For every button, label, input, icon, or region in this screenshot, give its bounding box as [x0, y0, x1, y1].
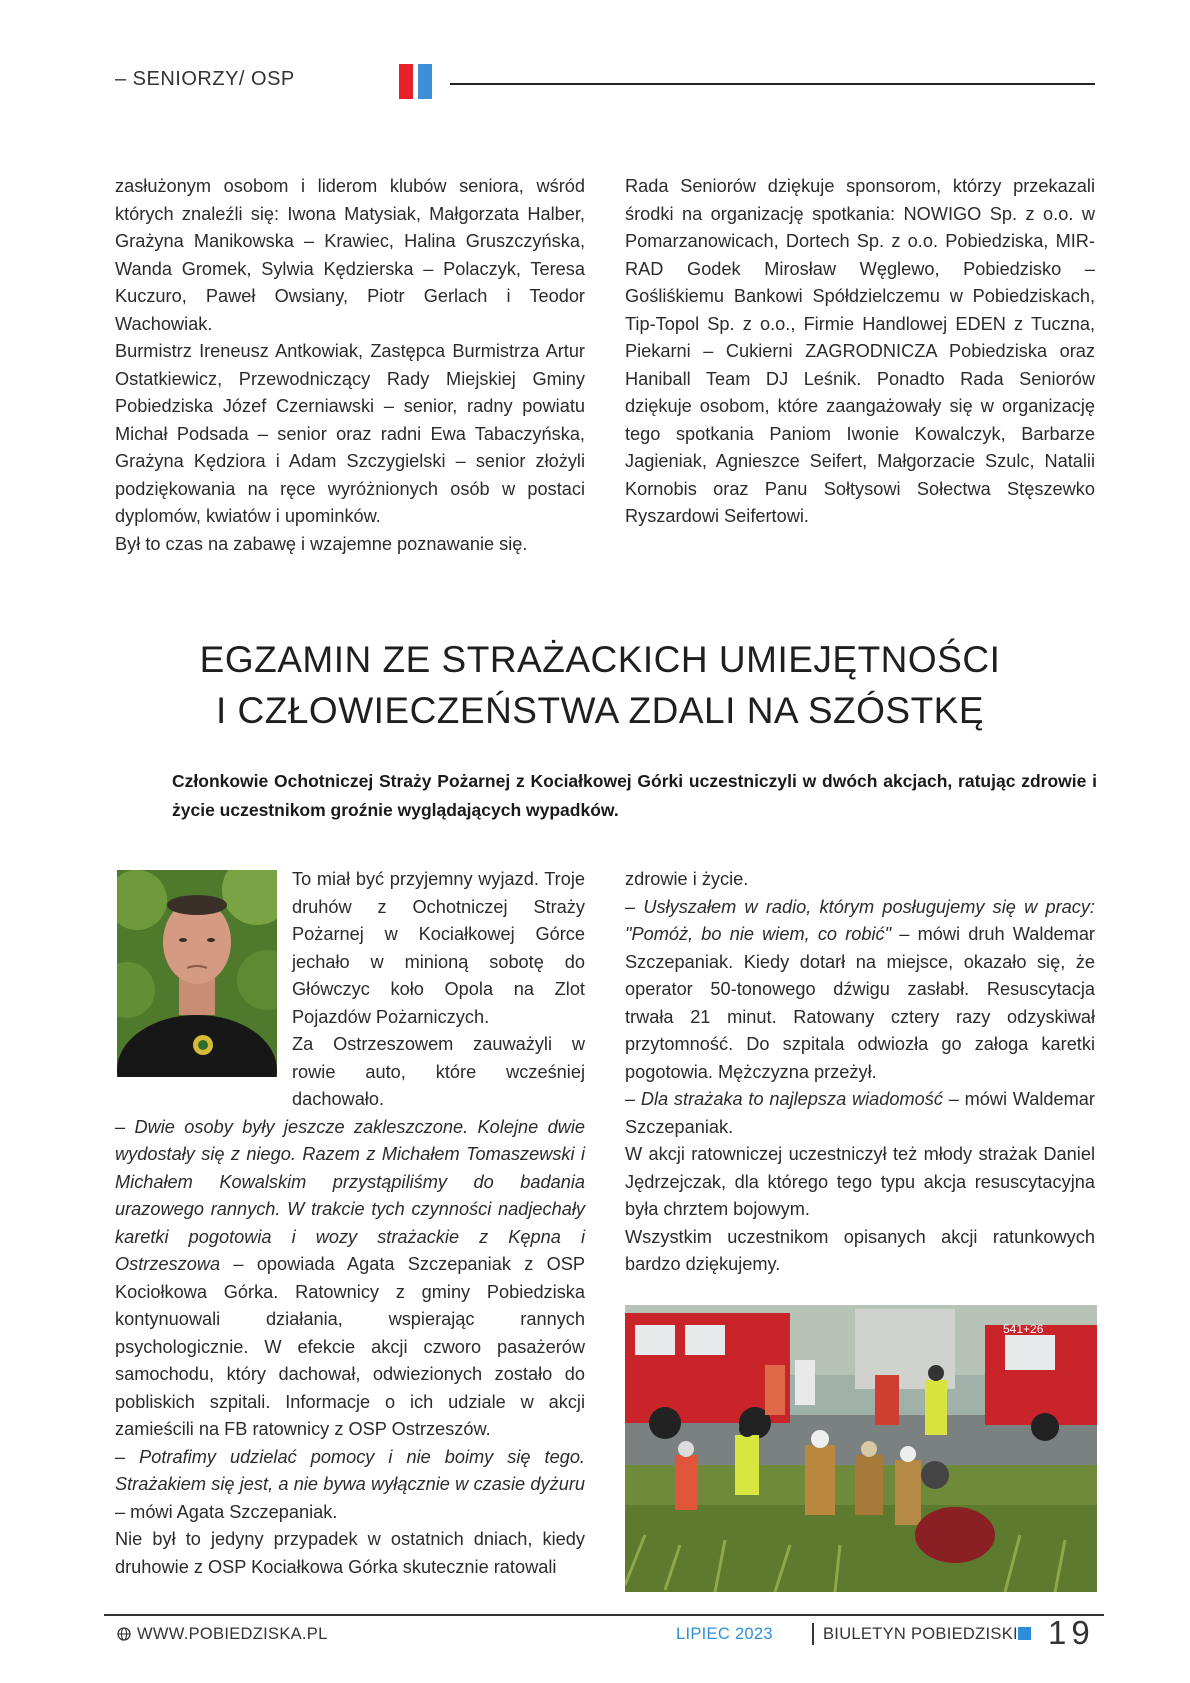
footer-divider: [812, 1623, 814, 1645]
website-link-text: WWW.POBIEDZISKA.PL: [137, 1625, 328, 1643]
truck-number: 541+26: [1003, 1322, 1044, 1336]
paragraph: [115, 1444, 585, 1527]
paragraph: Rada Seniorów dziękuje sponsorom, którzy przekazali środki na organizację spotkania: NOWIGO Sp. z o.o. w Pomarzanowicach, Dortech Sp. z o.o. Pobiedziska, MIR-RAD Godek Mirosław Węglewo, Pobiedzisko – Gośliśkiemu Bankowi Spółdzielczemu w Pobiedziskach, Tip-Topol Sp. z o.o., Firmie Handlowej EDEN z Tuczna, Piekarni – Cukierni ZAGRODNICZA Pobiedziska oraz Haniball Team DJ Leśnik. Ponadto Rada Seniorów dziękuje osobom, które zaangażowały się w organizację tego spotkania Paniom Iwonie Kowalczyk, Barbarze Jagieniak, Agnieszce Seifert, Małgorzacie Szulc, Natalii Kornobis oraz Panu Sołtysowi Sołectwa Stęszewko Ryszardowi Seifertowi.: [625, 176, 1095, 526]
footer-issue-date: LIPIEC 2023: [676, 1625, 773, 1643]
rescue-scene-photo: [625, 1305, 1097, 1592]
paragraph: [625, 894, 1095, 1087]
section-label: – SENIORZY/ OSP: [115, 68, 295, 90]
top-article-right-column: [625, 173, 1095, 531]
paragraph: zasłużonym osobom i liderom klubów seniora, wśród których znaleźli się: Iwona Matysiak, Małgorzata Halber, Grażyna Manikowska – Krawiec, Halina Gruszczyńska, Wanda Gromek, Sylwia Kędzierska – Polaczyk, Teresa Kuczuro, Paweł Owsiany, Piotr Gerlach i Teodor Wachowiak.: [115, 176, 585, 334]
wrapped-paragraphs: [292, 866, 585, 1114]
quote: – Dwie osoby były jeszcze zakleszczone. Kolejne dwie wydostały się z niego. Razem z Michałem Tomaszewski i Michałem Kowalskim przystąpiliśmy do badania urazowego rannych. W trakcie tych czynności nadjechały karetki pogotowia i wozy strażackie z Kępna i Ostrzeszowa: [115, 1116, 585, 1274]
header-rule: [450, 83, 1095, 85]
attribution: – mówi Waldemar Szczepaniak.: [625, 1089, 1095, 1137]
footer-website[interactable]: [117, 1625, 328, 1646]
page-number: 19: [1048, 1614, 1095, 1651]
paragraph: Burmistrz Ireneusz Antkowiak, Zastępca Burmistrza Artur Ostatkiewicz, Przewodniczący Rady Miejskiej Gminy Pobiedziska Józef Czerniawski – senior, radny powiatu Michał Podsada – senior oraz radni Ewa Tabaczyńska, Grażyna Kędziora i Adam Szczygielski – senior złożyli podziękowania na ręce wyróżnionych osób w postaci dyplomów, kwiatów i upominków.: [115, 341, 585, 526]
quote: – Potrafimy udzielać pomocy i nie boimy się tego. Strażakiem się jest, a nie bywa wyłącznie w czasie dyżuru: [115, 1446, 585, 1494]
accent-flag-red: [399, 64, 413, 99]
paragraph: Był to czas na zabawę i wzajemne poznawanie się.: [115, 533, 528, 554]
paragraph: [115, 1114, 585, 1444]
paragraph: [625, 1086, 1095, 1141]
paragraph: Za Ostrzeszowem zauważyli w rowie auto, które wcześniej dachowało.: [292, 1034, 585, 1109]
attribution: – mówi Agata Szczepaniak.: [115, 1501, 338, 1522]
footer-accent-square: [1018, 1627, 1031, 1640]
article-lead: Członkowie Ochotniczej Straży Pożarnej z Kociałkowej Górki uczestniczyli w dwóch akcjach, ratując zdrowie i życie uczestnikom groźnie wyglądających wypadków.: [172, 771, 1097, 820]
quote: – Dla strażaka to najlepsza wiadomość: [625, 1089, 943, 1109]
paragraph: zdrowie i życie.: [625, 869, 749, 889]
top-article-left-column: [115, 173, 585, 558]
paragraph: W akcji ratowniczej uczestniczył też młody strażak Daniel Jędrzejczak, dla którego tego typu akcja resuscytacyjna była chrztem bojowym.: [625, 1144, 1095, 1219]
attribution: – mówi druh Waldemar Szczepaniak. Kiedy dotarł na miejsce, okazało się, że operator 50-tonowego dźwigu zasłabł. Resuscytacja trwała 21 minut. Ratowany cztery razy odzyskiwał przytomność. Do szpitala odwiozła go załoga karetki pogotowia. Mężczyzna przeżył.: [625, 924, 1095, 1082]
accent-flag-blue: [418, 64, 432, 99]
globe-icon: [117, 1627, 131, 1646]
footer-publication-name: BIULETYN POBIEDZISKI: [823, 1625, 1018, 1643]
article-left-column: [115, 866, 585, 1581]
article-right-column: [625, 866, 1095, 1279]
paragraph: Nie był to jedyny przypadek w ostatnich dniach, kiedy druhowie z OSP Kociałkowa Górka skutecznie ratowali: [115, 1529, 585, 1577]
article-title-line: I CZŁOWIECZEŃSTWA ZDALI NA SZÓSTKĘ: [215, 690, 985, 731]
article-title: [140, 634, 1060, 736]
paragraph: To miał być przyjemny wyjazd. Troje druhów z Ochotniczej Straży Pożarnej w Kociałkowej Górce jechało w minioną sobotę do Główczyc koło Opola na Zlot Pojazdów Pożarniczych.: [292, 869, 585, 1027]
attribution: – opowiada Agata Szczepaniak z OSP Kociołkowa Górka. Ratownicy z gminy Pobiedziska kontynuowali działania, wspierając rannych psychologicznie. W efekcie akcji czworo pasażerów samochodu, który dachował, odwiezionych zostało do pobliskich szpitali. Informacje o ich udziale w akcji zamieścili na FB ratownicy z OSP Ostrzeszów.: [115, 1254, 585, 1439]
quote: – Usłyszałem w radio, którym posługujemy się w pracy: "Pomóż, bo nie wiem, co robić": [625, 896, 1095, 944]
article-title-line: EGZAMIN ZE STRAŻACKICH UMIEJĘTNOŚCI: [199, 639, 1001, 680]
paragraph: Wszystkim uczestnikom opisanych akcji ratunkowych bardzo dziękujemy.: [625, 1226, 1095, 1274]
footer-rule: [104, 1614, 1104, 1616]
